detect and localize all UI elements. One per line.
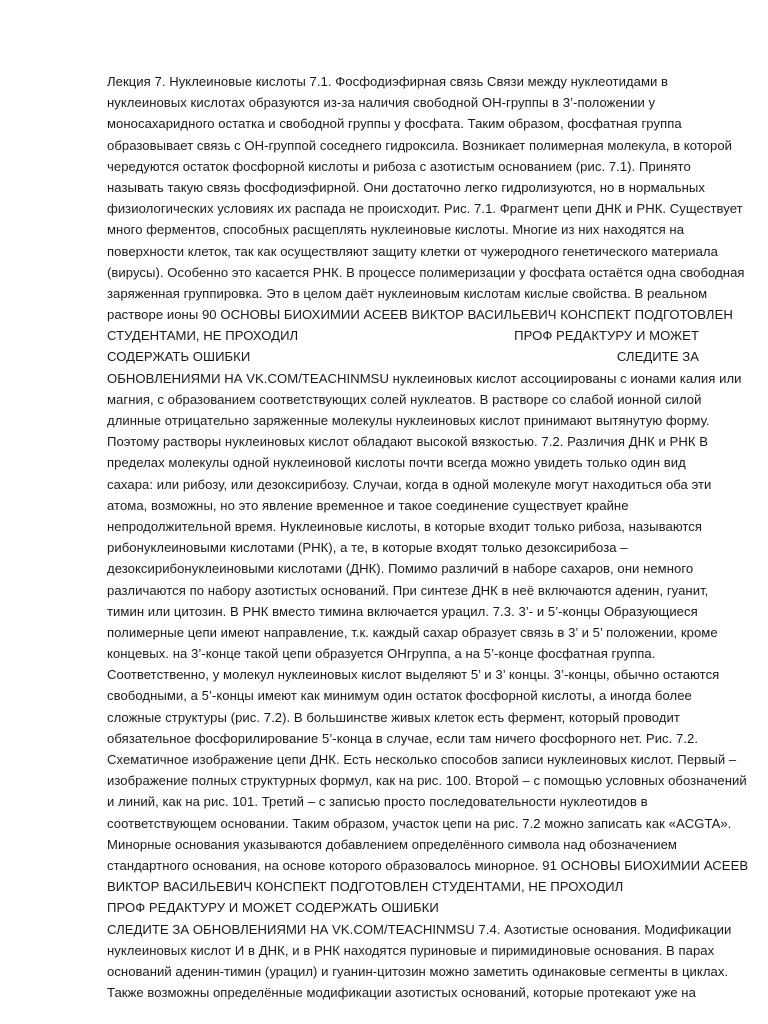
text-line: обязательное фосфорилирование 5’-конца в случае, если там ничего фосфорного нет. Рис. 7.2.	[107, 730, 699, 746]
text-line: Соответственно, у молекул нуклеиновых кислот выделяют 5’ и 3’ концы. 3’-концы, обычно остаются	[107, 667, 720, 683]
text-line: нуклеиновых кислот И в ДНК, и в РНК находятся пуриновые и пиримидиновые основания. В парах	[107, 942, 715, 958]
text-line: ВИКТОР ВАСИЛЬЕВИЧ КОНСПЕКТ ПОДГОТОВЛЕН СТУДЕНТАМИ, НЕ ПРОХОДИЛ	[107, 879, 624, 895]
text-line: и линий, как на рис. 101. Третий – с записью просто последовательности нуклеотидов в	[107, 794, 648, 810]
text-line: Лекция 7. Нуклеиновые кислоты 7.1. Фосфодиэфирная связь Связи между нуклеотидами в	[107, 74, 669, 89]
header-split-right: ПРОФ РЕДАКТУРУ И МОЖЕТ	[514, 328, 699, 344]
text-line: образовывает связь с ОН-группой соседнего гидроксила. Возникает полимерная молекула, в которой	[107, 137, 733, 153]
text-line: магния, с образованием соответствующих солей нуклеатов. В растворе со слабой ионной силой	[107, 391, 702, 407]
text-line: атома, возможны, но это явление временное и такое соединение существует крайне	[107, 497, 629, 513]
text-line: оснований аденин-тимин (урацил) и гуанин-цитозин можно заметить одинаковые сегменты в циклах.	[107, 963, 729, 979]
text-line: поверхности клеток, так как осуществляют защиту клетки от чужеродного генетического материала	[107, 243, 718, 259]
text-line: Схематичное изображение цепи ДНК. Есть несколько способов записи нуклеиновых кислот. Первый –	[107, 752, 737, 767]
text-line: Минорные основания указываются добавлением определённого символа над обозначением	[107, 836, 677, 852]
text-line: непродолжительной время. Нуклеиновые кислоты, в которые входит только рибоза, называются	[107, 518, 703, 534]
text-line: тимин или цитозин. В РНК вместо тимина включается урацил. 7.3. 3’- и 5’-концы Образующиеся	[107, 603, 698, 619]
lecture-text	[107, 71, 749, 1003]
text-line: дезоксирибонуклеиновыми кислотами (ДНК). Помимо различий в наборе сахаров, они немного	[107, 561, 694, 577]
text-line: рибонуклеиновыми кислотами (РНК), а те, в которые входят только дезоксирибоза –	[107, 540, 628, 556]
text-line: моносахаридного остатка и свободной группы у фосфата. Таким образом, фосфатная группа	[107, 116, 682, 132]
header-split-left: СТУДЕНТАМИ, НЕ ПРОХОДИЛ	[107, 328, 299, 344]
text-line: чередуются остаток фосфорной кислоты и рибоза с азотистым основанием (рис. 7.1). Принято	[107, 158, 691, 174]
text-line: полимерные цепи имеют направление, т.к. каждый сахар образует связь в 3’ и 5’ положении, кроме	[107, 624, 718, 640]
text-line: пределах молекулы одной нуклеиновой кислоты почти всегда можно увидеть только один вид	[107, 455, 686, 471]
text-line: заряженная группировка. Это в целом даёт нуклеиновым кислотам кислые свойства. В реальном	[107, 285, 708, 301]
header-split-right: СЛЕДИТЕ ЗА	[616, 349, 699, 365]
text-line: различаются по набору азотистых оснований. При синтезе ДНК в неё включаются аденин, гуанит,	[107, 582, 709, 598]
text-line: ОБНОВЛЕНИЯМИ НА VK.COM/TEACHINMSU нуклеиновых кислот ассоциированы с ионами калия или	[107, 370, 742, 386]
text-line: Поэтому растворы нуклеиновых кислот обладают высокой вязкостью. 7.2. Различия ДНК и РНК В	[107, 434, 708, 450]
text-line: изображение полных структурных формул, как на рис. 100. Второй – с помощью условных обозначений	[107, 773, 747, 789]
text-line: физиологических условиях их распада не происходит. Рис. 7.1. Фрагмент цепи ДНК и РНК. Существует	[107, 201, 743, 217]
header-split-line	[107, 346, 699, 367]
text-line: ПРОФ РЕДАКТУРУ И МОЖЕТ СОДЕРЖАТЬ ОШИБКИ	[107, 900, 439, 916]
text-line: называть такую связь фосфодиэфирной. Они достаточно легко гидролизуются, но в нормальных	[107, 179, 705, 195]
header-split-left: СОДЕРЖАТЬ ОШИБКИ	[107, 349, 251, 365]
text-line: концевых. на 3’-конце такой цепи образуется ОНгруппа, а на 5’-конце фосфатная группа.	[107, 646, 656, 662]
text-line: соответствующем основании. Таким образом, участок цепи на рис. 7.2 можно записать как «ACGTA».	[107, 815, 732, 831]
text-line: СЛЕДИТЕ ЗА ОБНОВЛЕНИЯМИ НА VK.COM/TEACHINMSU 7.4. Азотистые основания. Модификации	[107, 921, 732, 937]
header-split-line	[107, 325, 699, 346]
text-line: Также возможны определённые модификации азотистых оснований, которые протекают уже на	[107, 985, 696, 1001]
text-line: (вирусы). Особенно это касается РНК. В процессе полимеризации у фосфата остаётся одна свободная	[107, 264, 745, 280]
text-line: свободными, а 5’-концы имеют как минимум один остаток фосфорной кислоты, а иногда более	[107, 688, 692, 704]
text-line: много ферментов, способных расщеплять нуклеиновые кислоты. Многие из них находятся на	[107, 222, 685, 238]
text-line: длинные отрицательно заряженные молекулы нуклеиновых кислот принимают вытянутую форму.	[107, 413, 710, 428]
text-line: нуклеиновых кислотах образуются из-за наличия свободной ОН-группы в 3’-положении у	[107, 95, 656, 111]
text-line: сахара: или рибозу, или дезоксирибозу. Случаи, когда в одной молекуле могут находиться оба эти	[107, 476, 712, 492]
text-line: стандартного основания, на основе которого образовалось минорное. 91 ОСНОВЫ БИОХИМИИ АСЕЕВ	[107, 857, 749, 873]
text-line: сложные структуры (рис. 7.2). В большинстве живых клеток есть фермент, который проводит	[107, 709, 680, 725]
text-line: растворе ионы 90 ОСНОВЫ БИОХИМИИ АСЕЕВ ВИКТОР ВАСИЛЬЕВИЧ КОНСПЕКТ ПОДГОТОВЛЕН	[107, 307, 733, 323]
